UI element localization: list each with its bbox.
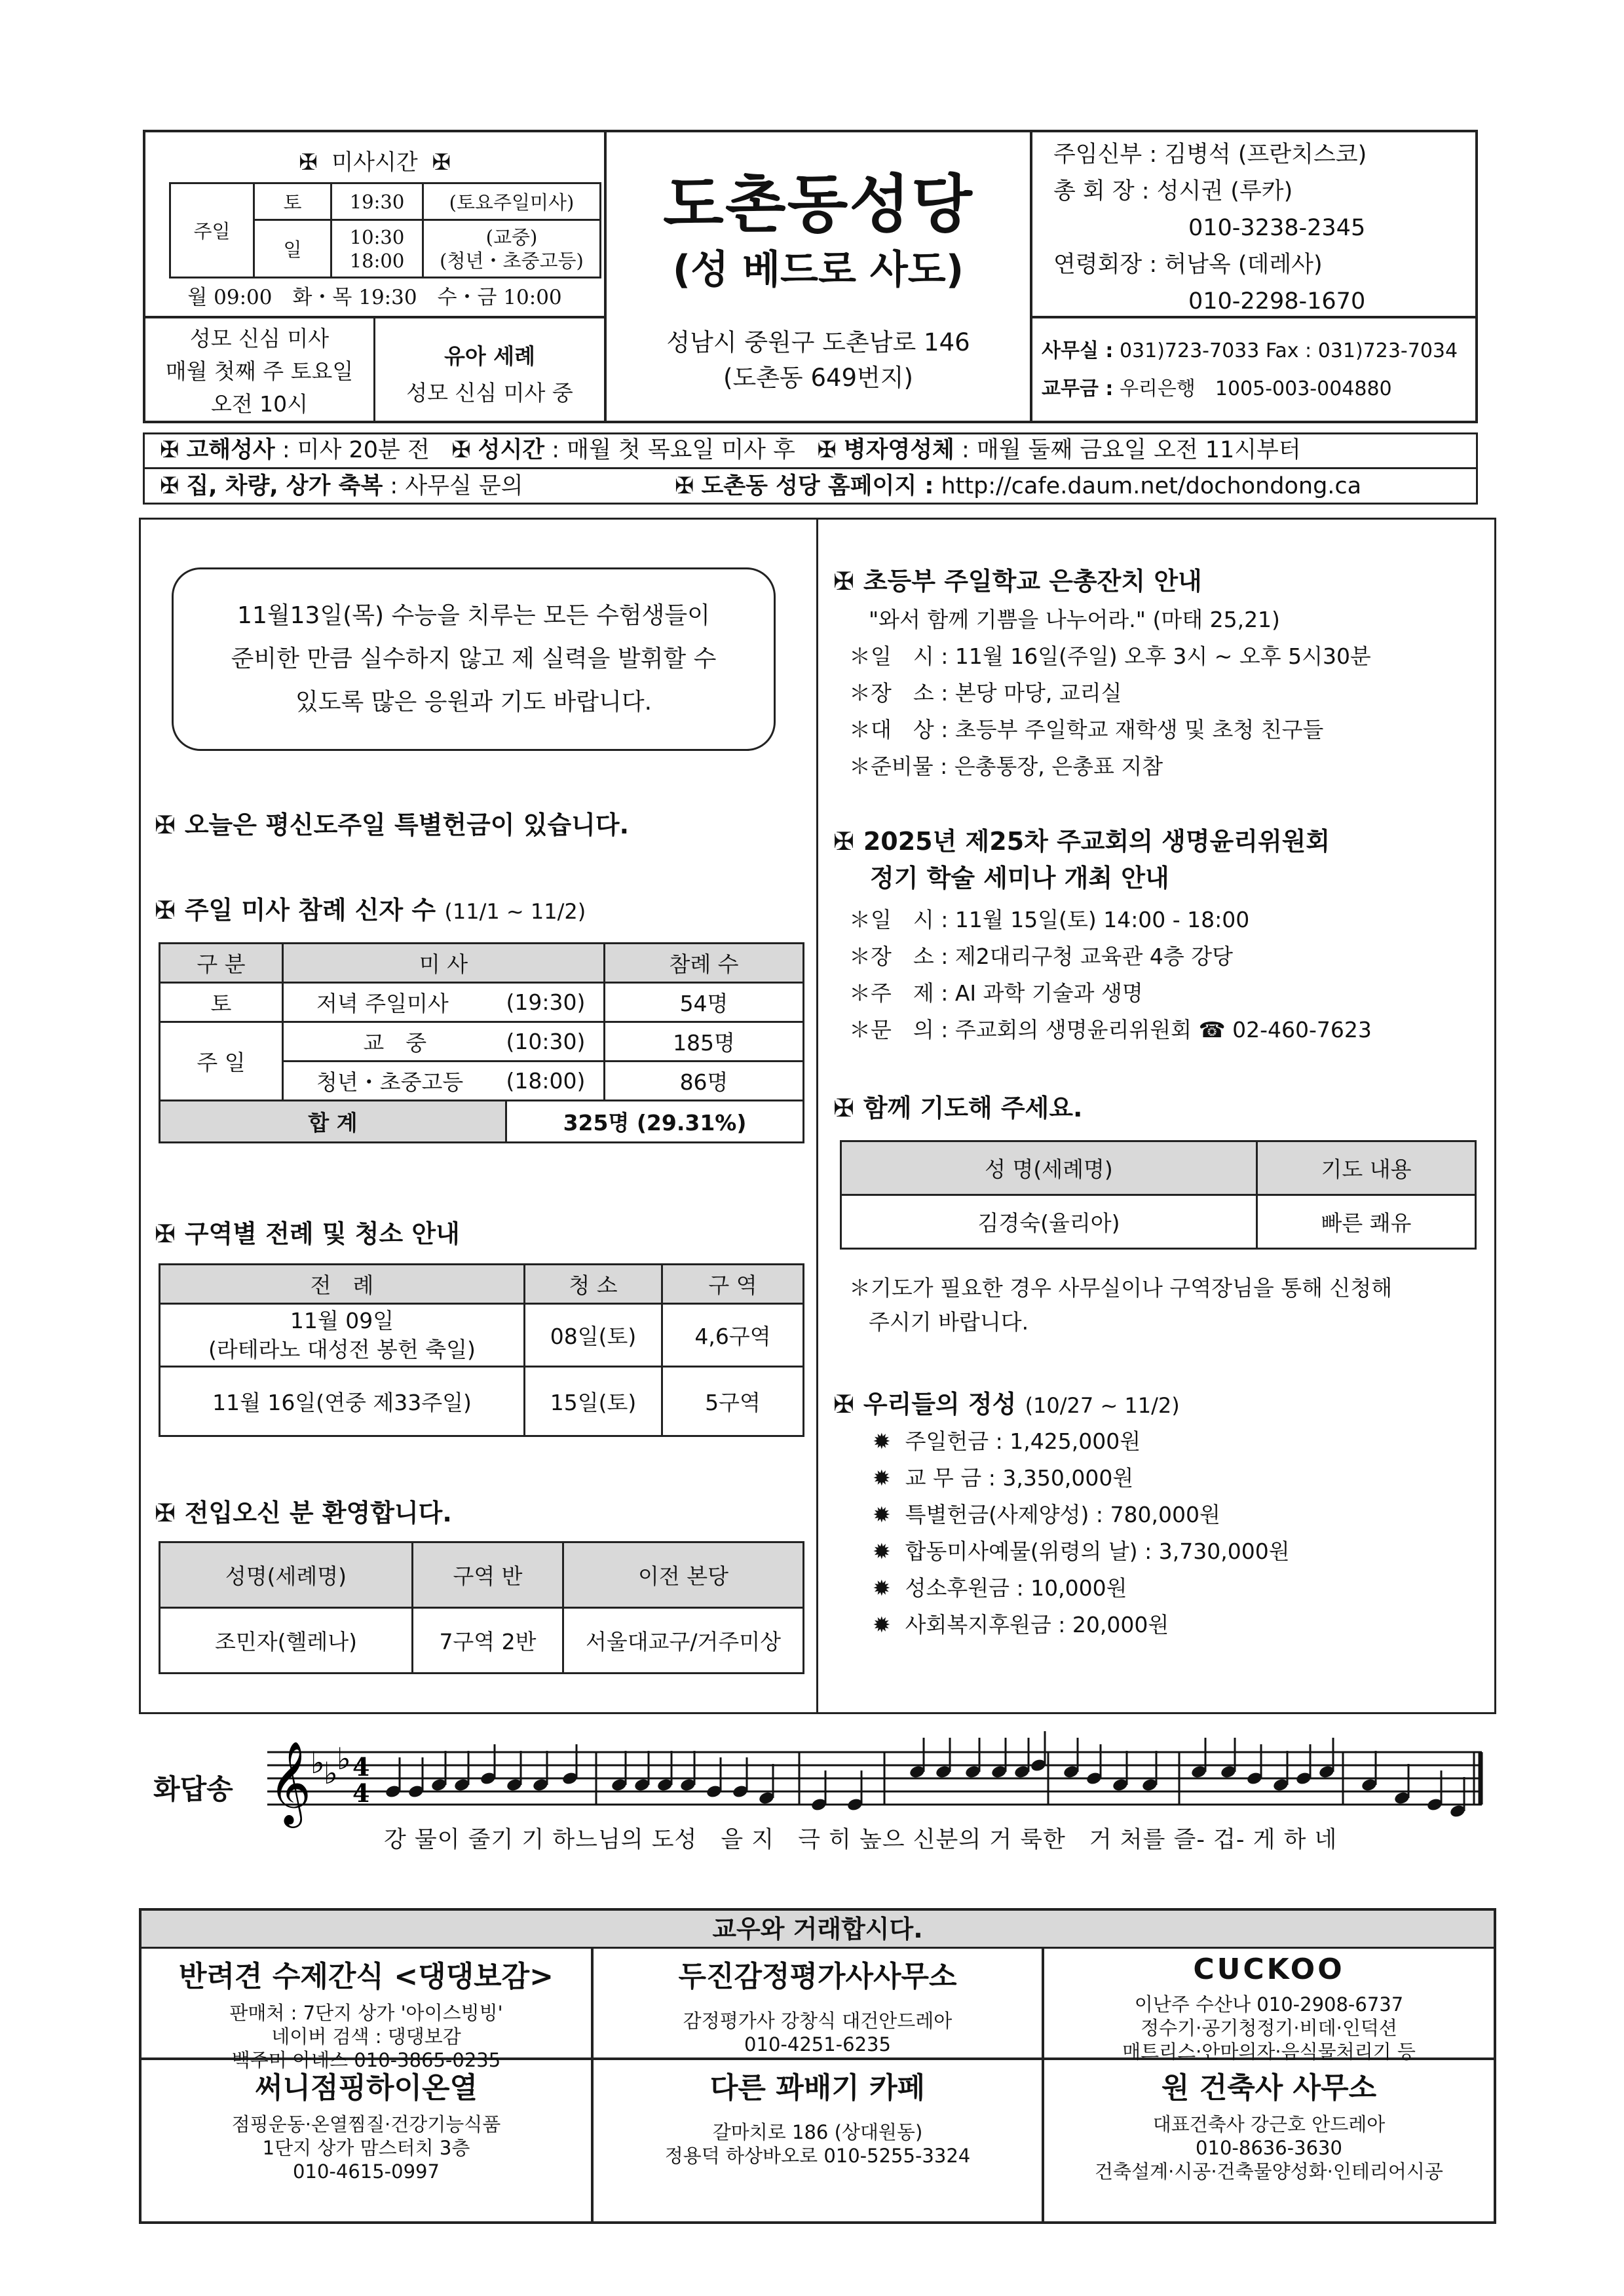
ad-line: 건축설계·시공·건축물양성화·인테리어시공 bbox=[1095, 2160, 1443, 2183]
ad-line: 네이버 검색 : 댕댕보감 bbox=[271, 2025, 461, 2048]
att-total-label: 합 계 bbox=[160, 1101, 506, 1143]
prayer-note-2: 주시기 바랍니다. bbox=[869, 1309, 1029, 1335]
president-phone: 010-3238-2345 bbox=[1188, 215, 1366, 241]
att-count: 54명 bbox=[605, 983, 804, 1022]
ad-title: CUCKOO bbox=[1193, 1953, 1345, 1986]
cross-icon: ✠ bbox=[833, 1094, 854, 1122]
offering-item-text: 특별헌금(사제양성) : 780,000원 bbox=[905, 1502, 1220, 1527]
infant-line: 성모 신심 미사 중 bbox=[406, 380, 573, 406]
ad-line: 갈마치로 186 (상대원동) bbox=[712, 2121, 923, 2143]
att-header-count: 참례 수 bbox=[605, 944, 804, 983]
notice-line-2: 준비한 만큼 실수하지 않고 제 실력을 발휘할 수 bbox=[231, 645, 717, 672]
district-title-text: 구역별 전례 및 청소 안내 bbox=[184, 1219, 460, 1248]
att-mass: 청년・초중고등 bbox=[283, 1062, 506, 1101]
info-row-1 bbox=[160, 434, 1301, 467]
infant-title: 유아 세례 bbox=[444, 343, 535, 369]
ad-appraisal bbox=[594, 1953, 1042, 2056]
prayer-name: 김경숙(율리아) bbox=[841, 1195, 1257, 1249]
dist-header-liturgy: 전 례 bbox=[160, 1265, 525, 1304]
flat-sign-icon: ♭ bbox=[337, 1741, 351, 1776]
sick-communion-value: : 매월 둘째 금요일 오전 11시부터 bbox=[954, 437, 1301, 463]
offering-item-text: 사회복지후원금 : 20,000원 bbox=[905, 1612, 1169, 1637]
list-item bbox=[850, 1460, 1290, 1497]
fund-line bbox=[1042, 372, 1392, 401]
address-2: (도촌동 649번지) bbox=[723, 364, 913, 392]
dist-clean: 15일(토) bbox=[525, 1367, 662, 1436]
ad-line: 010-8636-3630 bbox=[1196, 2137, 1342, 2159]
office-value: 031)723-7033 Fax : 031)723-7034 bbox=[1119, 339, 1458, 362]
ad-line: 정용덕 하상바오로 010-5255-3324 bbox=[664, 2145, 971, 2167]
offering-period: (10/27 ~ 11/2) bbox=[1025, 1393, 1180, 1418]
cross-icon: ✠ bbox=[155, 1499, 176, 1527]
assoc-phone: 010-2298-1670 bbox=[1188, 288, 1366, 315]
time-signature: 4 bbox=[352, 1778, 370, 1808]
sun-note-1: (교중) bbox=[485, 225, 538, 248]
sat-time: 19:30 bbox=[331, 183, 423, 220]
fund-value: 우리은행 1005-003-004880 bbox=[1119, 377, 1392, 400]
dist-liturgy: 11월 16일(연중 제33주일) bbox=[160, 1367, 525, 1436]
welcome-title-text: 전입오신 분 환영합니다. bbox=[184, 1499, 452, 1527]
psalm-staff bbox=[262, 1730, 1494, 1828]
seminar-items bbox=[849, 902, 1372, 1048]
mass-time-table bbox=[169, 182, 601, 278]
section-school-title bbox=[833, 561, 1202, 597]
list-item: ＊대 상 : 초등부 주일학교 재학생 및 초청 친구들 bbox=[849, 717, 1324, 742]
info-row-2b bbox=[675, 469, 1361, 503]
main-divider bbox=[816, 518, 818, 1714]
list-item: ＊주 제 : AI 과학 기술과 생명 bbox=[849, 980, 1143, 1006]
seminar-title-line-2: 정기 학술 세미나 개최 안내 bbox=[870, 864, 1169, 892]
sun-day: 일 bbox=[254, 220, 331, 278]
ads-banner-text: 교우와 거래합시다. bbox=[712, 1915, 923, 1943]
offering-item-text: 교 무 금 : 3,350,000원 bbox=[905, 1465, 1134, 1491]
dist-liturgy bbox=[160, 1304, 525, 1367]
ad-line: 1단지 상가 맘스터치 3층 bbox=[262, 2137, 470, 2159]
table-row bbox=[160, 1367, 804, 1436]
list-item: ＊일 시 : 11월 16일(주일) 오후 3시 ~ 오후 5시30분 bbox=[849, 643, 1371, 669]
att-cat: 토 bbox=[160, 983, 283, 1022]
cross-icon: ✠ bbox=[833, 567, 854, 596]
att-time: (18:00) bbox=[506, 1062, 605, 1101]
blessing-value: : 사무실 문의 bbox=[383, 473, 523, 499]
section-prayer-title bbox=[833, 1088, 1082, 1124]
holy-hour-label: 성시간 bbox=[478, 437, 545, 463]
section-offering-title bbox=[833, 1384, 1180, 1420]
special-offering-text: 오늘은 평신도주일 특별헌금이 있습니다. bbox=[184, 811, 630, 839]
holy-hour-value: : 매월 첫 목요일 미사 후 bbox=[544, 437, 795, 463]
bullet-star-icon: ✹ bbox=[873, 1612, 891, 1637]
dist-liturgy-date: 11월 09일 bbox=[290, 1307, 394, 1333]
psalm-label: 화답송 bbox=[153, 1773, 233, 1805]
sick-communion-label: 병자영성체 bbox=[843, 437, 954, 463]
dist-header-area: 구 역 bbox=[662, 1265, 804, 1304]
cross-icon: ✠ bbox=[160, 473, 179, 499]
ad-kkwabaegi-cafe bbox=[594, 2064, 1042, 2168]
prayer-header-content: 기도 내용 bbox=[1257, 1141, 1476, 1195]
smd-title: 성모 신심 미사 bbox=[189, 326, 330, 351]
homepage-link[interactable]: http://cafe.daum.net/dochondong.ca bbox=[934, 473, 1362, 499]
welcome-table bbox=[159, 1541, 804, 1674]
church-name: 도촌동성당 bbox=[663, 168, 973, 241]
att-count: 185명 bbox=[605, 1022, 804, 1062]
section-school-title-text: 초등부 주일학교 은총잔치 안내 bbox=[863, 567, 1202, 596]
school-items bbox=[849, 638, 1371, 785]
president-value: 성시권 (루카) bbox=[1156, 178, 1293, 204]
table-row bbox=[160, 1304, 804, 1367]
welcome-parish: 서울대교구/거주미상 bbox=[563, 1608, 804, 1674]
att-count: 86명 bbox=[605, 1062, 804, 1101]
welcome-header-parish: 이전 본당 bbox=[563, 1542, 804, 1608]
ad-title: 원 건축사 사무소 bbox=[1161, 2071, 1377, 2105]
offering-item-text: 합동미사예물(위령의 날) : 3,730,000원 bbox=[905, 1539, 1290, 1564]
sun-time-2: 18:00 bbox=[349, 249, 405, 272]
pastor-label: 주임신부 : bbox=[1053, 142, 1158, 168]
list-item bbox=[850, 1497, 1290, 1533]
assoc-value: 허남옥 (데레사) bbox=[1164, 252, 1323, 278]
att-cat: 주 일 bbox=[160, 1022, 283, 1101]
ad-line: 매트리스·안마의자·음식물처리기 등 bbox=[1122, 2040, 1416, 2063]
pastor-value: 김병석 (프란치스코) bbox=[1164, 142, 1367, 168]
cross-icon: ✠ bbox=[675, 473, 694, 499]
table-row bbox=[841, 1195, 1476, 1249]
welcome-area: 7구역 2반 bbox=[413, 1608, 563, 1674]
list-item: ＊문 의 : 주교회의 생명윤리위원회 ☎ 02-460-7623 bbox=[849, 1017, 1372, 1043]
table-total-row bbox=[160, 1101, 804, 1143]
welcome-header-area: 구역 반 bbox=[413, 1542, 563, 1608]
att-header-mass: 미 사 bbox=[283, 944, 605, 983]
ad-line: 010-4251-6235 bbox=[744, 2033, 891, 2056]
flat-sign-icon: ♭ bbox=[324, 1755, 338, 1791]
ad-line: 감정평가사 강창식 대건안드레아 bbox=[683, 2010, 953, 2032]
assoc-label: 연령회장 : bbox=[1053, 252, 1158, 278]
ad-line: 점핑운동·온열찜질·건강기능식품 bbox=[231, 2113, 501, 2135]
list-item: ＊일 시 : 11월 15일(토) 14:00 - 18:00 bbox=[849, 907, 1250, 932]
cross-icon: ✠ bbox=[155, 811, 176, 839]
list-item bbox=[850, 1570, 1290, 1607]
psalm-lyrics: 강 물이 줄기 기 하느님의 도성 을 지 극 히 높으 신분의 거 룩한 거 처를 즐- 겁- 게 하 네 bbox=[384, 1827, 1338, 1853]
ads-banner bbox=[142, 1911, 1494, 1949]
list-item bbox=[850, 1533, 1290, 1570]
table-row bbox=[160, 1608, 804, 1674]
list-item: ＊장 소 : 제2대리구청 교육관 4층 강당 bbox=[849, 944, 1233, 969]
special-offering-notice bbox=[155, 805, 629, 841]
smd-box bbox=[145, 322, 373, 421]
dist-area: 5구역 bbox=[662, 1367, 804, 1436]
confession-value: : 미사 20분 전 bbox=[274, 437, 430, 463]
dist-clean: 08일(토) bbox=[525, 1304, 662, 1367]
notice-box bbox=[172, 567, 776, 751]
section-seminar-title bbox=[833, 823, 1330, 896]
info-row-2 bbox=[160, 469, 523, 503]
treble-clef-icon: 𝄞 bbox=[269, 1740, 312, 1824]
office-line bbox=[1042, 334, 1458, 363]
sun-times bbox=[331, 220, 423, 278]
confession-label: 고해성사 bbox=[186, 437, 275, 463]
district-table bbox=[159, 1263, 804, 1437]
smd-line-1: 매월 첫째 주 토요일 bbox=[165, 358, 354, 384]
homepage-label: 도촌동 성당 홈페이지 : bbox=[701, 473, 934, 499]
blessing-label: 집, 차량, 상가 축복 bbox=[186, 473, 383, 499]
cross-icon: ✠ bbox=[817, 437, 837, 463]
weekday-mass: 월 09:00 화・목 19:30 수・금 10:00 bbox=[187, 286, 562, 309]
district-title bbox=[155, 1214, 460, 1250]
prayer-table bbox=[840, 1140, 1477, 1250]
cross-icon: ✠ bbox=[833, 827, 854, 856]
list-item: ＊준비물 : 은총통장, 은총표 지참 bbox=[849, 754, 1163, 779]
att-header-cat: 구 분 bbox=[160, 944, 283, 983]
prayer-header-name: 성 명(세례명) bbox=[841, 1141, 1257, 1195]
table-row bbox=[160, 1022, 804, 1062]
ad-title: 두진감정평가사사무소 bbox=[678, 1960, 957, 1993]
list-item: ＊장 소 : 본당 마당, 교리실 bbox=[849, 680, 1122, 706]
list-item bbox=[850, 1423, 1290, 1460]
list-item bbox=[850, 1607, 1290, 1643]
cross-icon: ✠ bbox=[451, 437, 471, 463]
ad-line: 판매처 : 7단지 상가 '아이스빙빙' bbox=[229, 2002, 503, 2024]
bullet-star-icon: ✹ bbox=[873, 1539, 891, 1564]
ad-line: 정수기·공기청정기·비데·인덕션 bbox=[1141, 2017, 1397, 2039]
ad-dangdang bbox=[142, 1953, 591, 2072]
prayer-title-text: 함께 기도해 주세요. bbox=[863, 1094, 1083, 1122]
att-time: (19:30) bbox=[506, 983, 605, 1022]
flat-sign-icon: ♭ bbox=[311, 1745, 325, 1780]
att-total-value: 325명 (29.31%) bbox=[506, 1101, 804, 1143]
ad-title: 반려견 수제간식 <댕댕보감> bbox=[179, 1960, 554, 1993]
ad-architect bbox=[1044, 2064, 1494, 2183]
address-1: 성남시 중원구 도촌남로 146 bbox=[666, 328, 970, 356]
time-signature: 4 bbox=[352, 1752, 370, 1782]
cross-icon: ✠ bbox=[155, 896, 176, 925]
mass-time-title bbox=[145, 144, 604, 176]
bullet-star-icon: ✹ bbox=[873, 1502, 891, 1527]
offering-title-text: 우리들의 정성 bbox=[863, 1390, 1017, 1419]
cross-icon: ✠ bbox=[833, 1390, 854, 1419]
bullet-star-icon: ✹ bbox=[873, 1575, 891, 1601]
ad-title: 다른 꽈배기 카페 bbox=[709, 2071, 926, 2105]
prayer-note-1: ＊기도가 필요한 경우 사무실이나 구역장님을 통해 신청해 bbox=[849, 1275, 1393, 1301]
sat-day: 토 bbox=[254, 183, 331, 220]
infant-box bbox=[375, 338, 604, 411]
offering-item-text: 주일헌금 : 1,425,000원 bbox=[905, 1428, 1141, 1454]
offering-list bbox=[850, 1423, 1290, 1643]
ad-line: 이난주 수산나 010-2908-6737 bbox=[1134, 1993, 1404, 2016]
attendance-table bbox=[159, 942, 804, 1143]
ad-cuckoo bbox=[1044, 1953, 1494, 2063]
dist-header-clean: 청 소 bbox=[525, 1265, 662, 1304]
attendance-title-text: 주일 미사 참례 신자 수 bbox=[184, 896, 436, 925]
ad-sunny-jumping bbox=[142, 2064, 591, 2183]
att-mass: 저녁 주일미사 bbox=[283, 983, 506, 1022]
attendance-title bbox=[155, 890, 586, 926]
ad-line: 백주미 아녜스 010-3865-0235 bbox=[231, 2049, 501, 2071]
table-row bbox=[160, 983, 804, 1022]
welcome-title bbox=[155, 1493, 452, 1529]
attendance-period: (11/1 ~ 11/2) bbox=[444, 899, 586, 924]
ad-line: 대표건축사 강근호 안드레아 bbox=[1152, 2113, 1386, 2135]
staff-list bbox=[1053, 136, 1367, 320]
cross-icon: ✠ bbox=[155, 1219, 176, 1248]
sun-notes bbox=[423, 220, 601, 278]
cross-icon: ✠ bbox=[432, 149, 451, 176]
offering-item-text: 성소후원금 : 10,000원 bbox=[905, 1575, 1127, 1601]
church-patron: (성 베드로 사도) bbox=[672, 247, 964, 293]
dist-area: 4,6구역 bbox=[662, 1304, 804, 1367]
ad-title: 써니점핑하이온열 bbox=[254, 2071, 478, 2105]
cross-icon: ✠ bbox=[299, 149, 318, 176]
welcome-name: 조민자(헬레나) bbox=[160, 1608, 413, 1674]
dist-liturgy-feast: (라테라노 대성전 봉헌 축일) bbox=[208, 1336, 476, 1362]
att-time: (10:30) bbox=[506, 1022, 605, 1062]
notice-line-3: 있도록 많은 응원과 기도 바랍니다. bbox=[295, 689, 652, 716]
sun-time-1: 10:30 bbox=[349, 225, 405, 248]
seminar-title-line-1: 2025년 제25차 주교회의 생명윤리위원회 bbox=[863, 827, 1331, 856]
ad-line: 010-4615-0997 bbox=[293, 2160, 440, 2183]
president-label: 총 회 장 : bbox=[1053, 178, 1150, 204]
bullet-star-icon: ✹ bbox=[873, 1428, 891, 1454]
bullet-star-icon: ✹ bbox=[873, 1465, 891, 1491]
notice-line-1: 11월13일(목) 수능을 치루는 모든 수험생들이 bbox=[237, 602, 710, 629]
sat-note: (토요주일미사) bbox=[423, 183, 601, 220]
sun-note-2: (청년・초중고등) bbox=[440, 249, 584, 272]
att-mass: 교 중 bbox=[283, 1022, 506, 1062]
prayer-content: 빠른 쾌유 bbox=[1257, 1195, 1476, 1249]
smd-line-2: 오전 10시 bbox=[210, 391, 309, 417]
mass-time-title-text: 미사시간 bbox=[331, 149, 418, 176]
sunday-label: 주일 bbox=[170, 183, 254, 278]
office-label: 사무실 : bbox=[1042, 339, 1114, 362]
fund-label: 교무금 : bbox=[1042, 377, 1114, 400]
header-divider-2 bbox=[1030, 130, 1032, 423]
school-quote: "와서 함께 기쁨을 나누어라." (마태 25,21) bbox=[869, 607, 1280, 632]
cross-icon: ✠ bbox=[160, 437, 179, 463]
welcome-header-name: 성명(세례명) bbox=[160, 1542, 413, 1608]
